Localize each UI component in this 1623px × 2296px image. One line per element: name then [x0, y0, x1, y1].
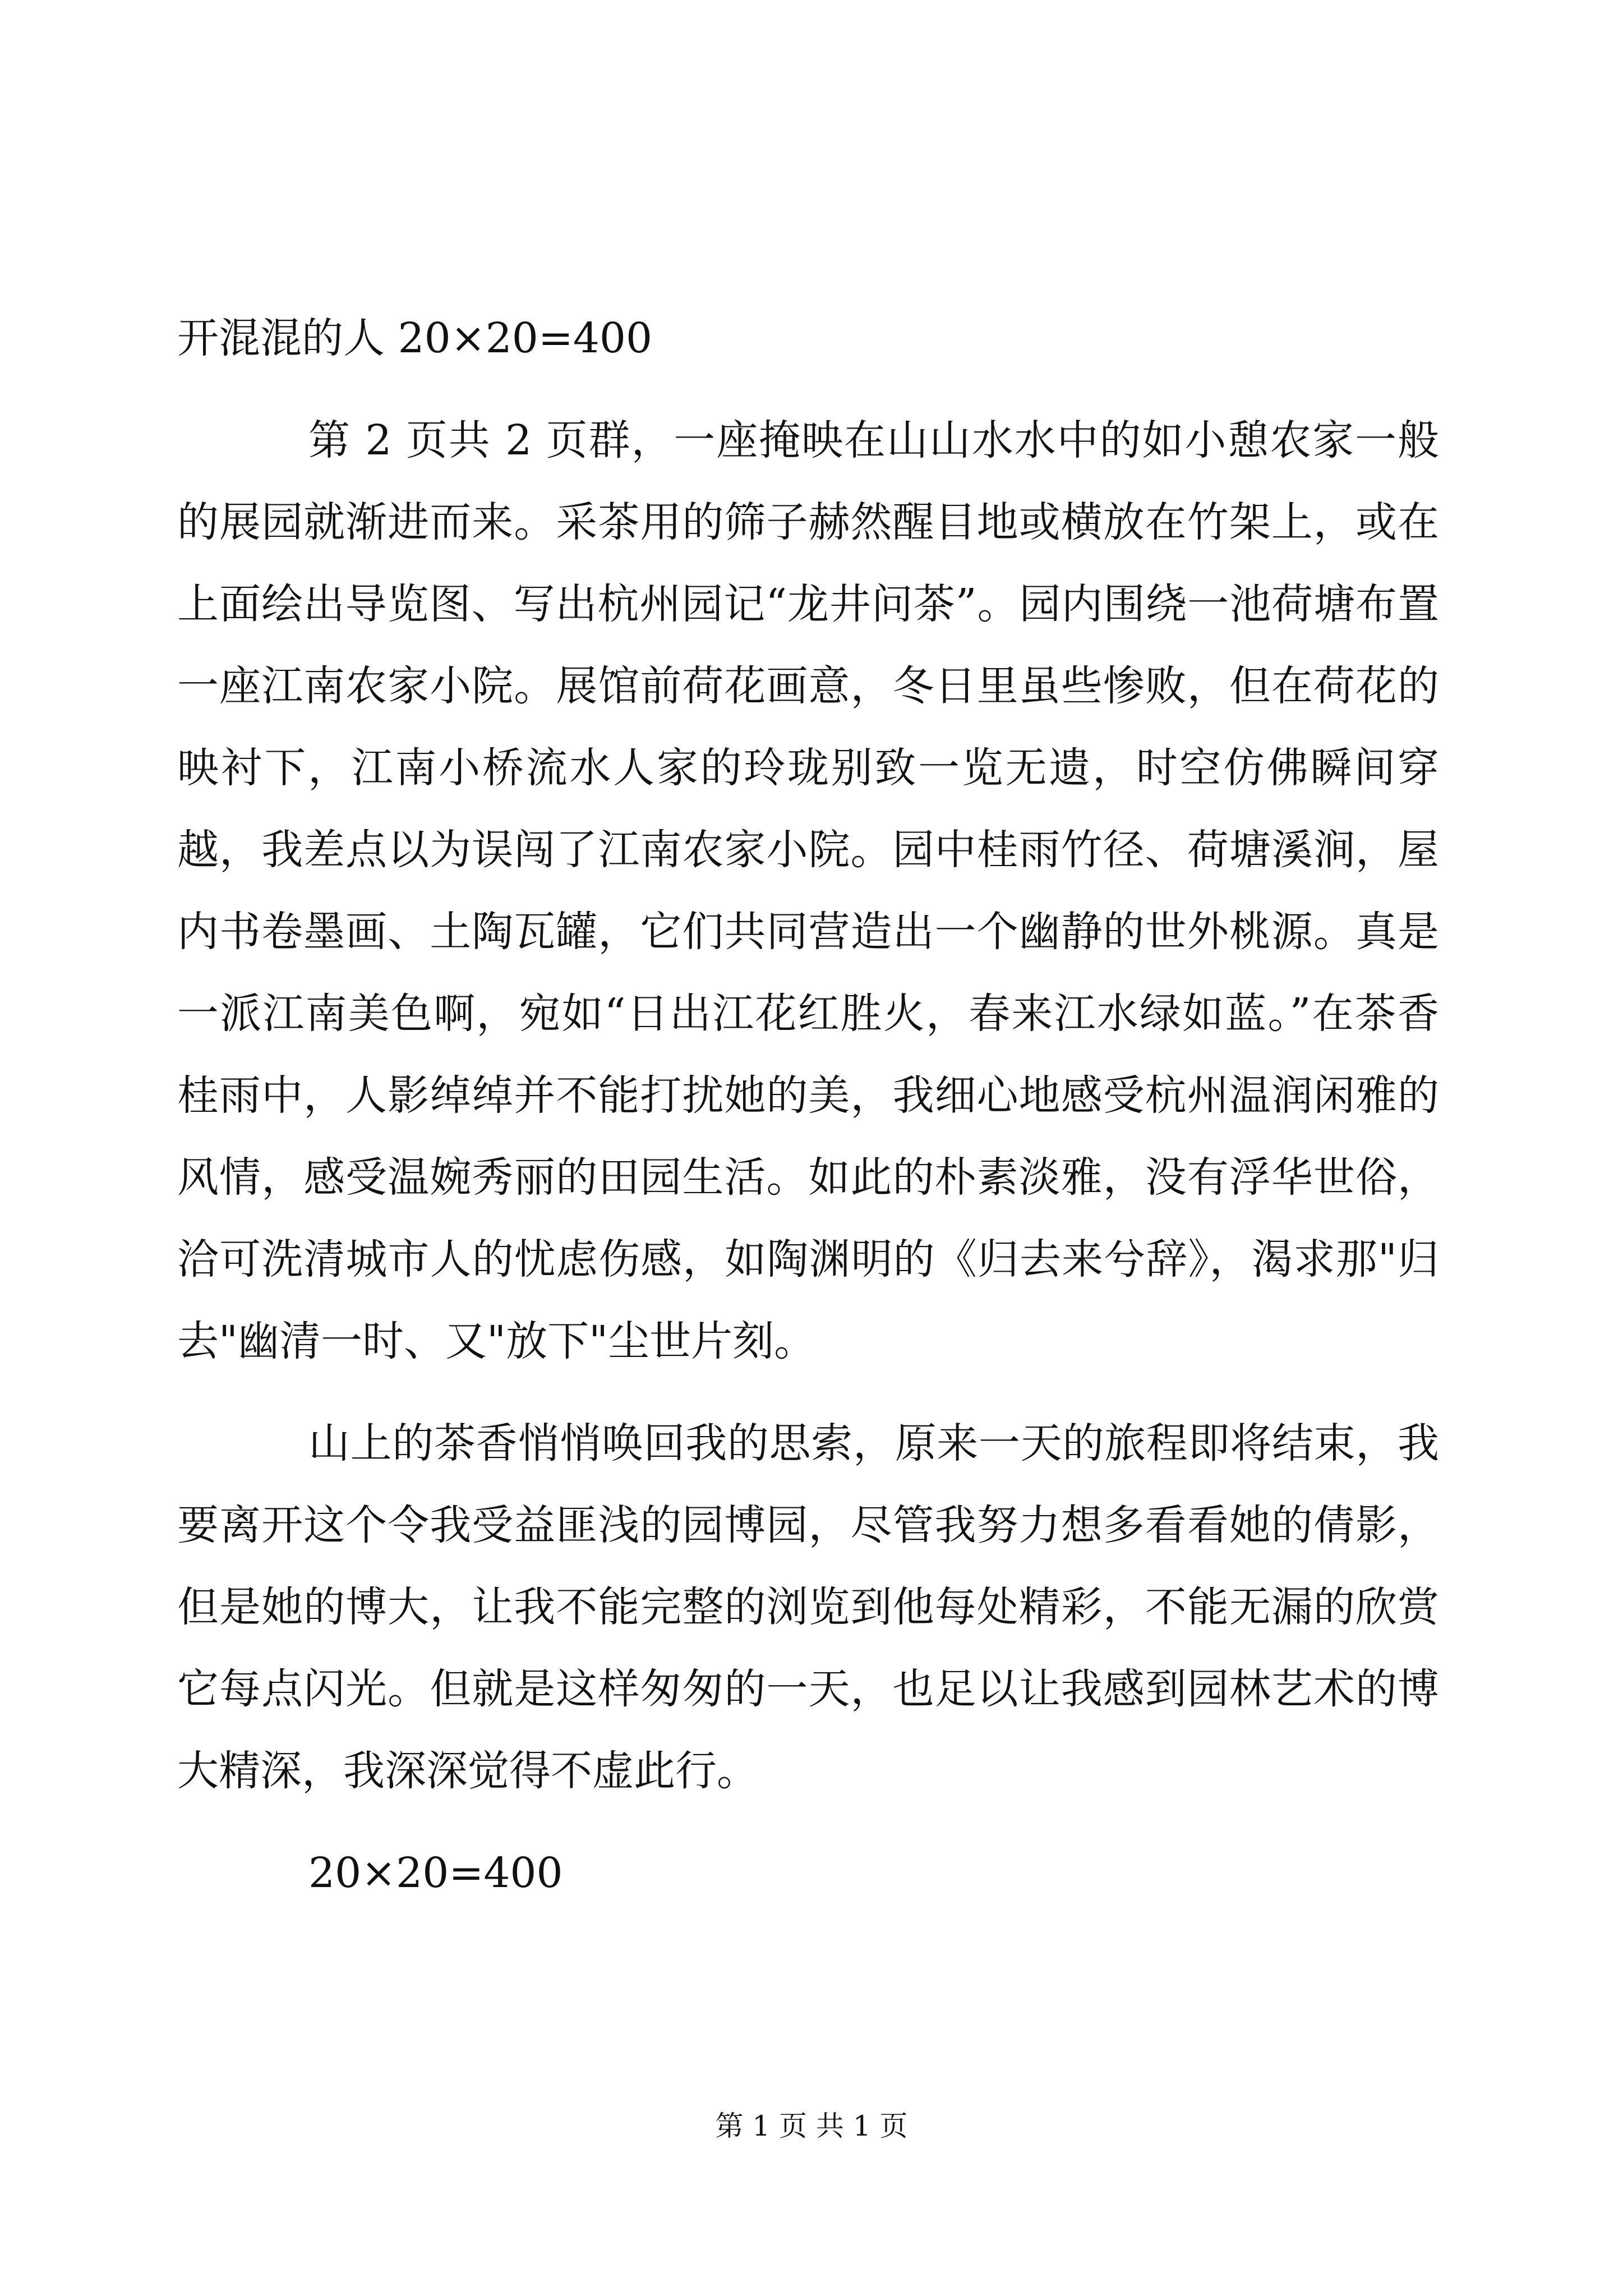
paragraph-conclusion: 山上的茶香悄悄唤回我的思索，原来一天的旅程即将结束，我要离开这个令我受益匪浅的园博园，尽管我努力想多看看她的倩影，但是她的博大，让我不能完整的浏览到他每处精彩，不能无漏的欣赏它每点闪光。但就是这样匆匆的一天，也足以让我感到园林艺术的博大精深，我深深觉得不虚此行。: [177, 1419, 1439, 1795]
paragraph-fragment: 开混混的人 20×20=400: [177, 314, 653, 362]
page-footer: 第 1 页 共 1 页: [715, 2110, 908, 2142]
paragraph-word-count: 20×20=400: [308, 1849, 563, 1897]
document-body: [177, 297, 1439, 1914]
paragraph-garden-description: 第 2 页共 2 页群，一座掩映在山山水水中的如小憩农家一般的展园就渐进而来。采茶用的筛子赫然醒目地或横放在竹架上，或在上面绘出导览图、写出杭州园记“龙井问茶”。园内围绕一池荷塘布置一座江南农家小院。展馆前荷花画意，冬日里虽些惨败，但在荷花的映衬下，江南小桥流水人家的玲珑别致一览无遗，时空仿佛瞬间穿越，我差点以为误闯了江南农家小院。园中桂雨竹径、荷塘溪涧，屋内书卷墨画、土陶瓦罐，它们共同营造出一个幽静的世外桃源。真是一派江南美色啊，宛如“日出江花红胜火，春来江水绿如蓝。”在茶香桂雨中，人影绰绰并不能打扰她的美，我细心地感受杭州温润闲雅的风情，感受温婉秀丽的田园生活。如此的朴素淡雅，没有浮华世俗，洽可洗清城市人的忧虑伤感，如陶渊明的《归去来兮辞》，渴求那"归去"幽清一时、又"放下"尘世片刻。: [177, 416, 1439, 1365]
